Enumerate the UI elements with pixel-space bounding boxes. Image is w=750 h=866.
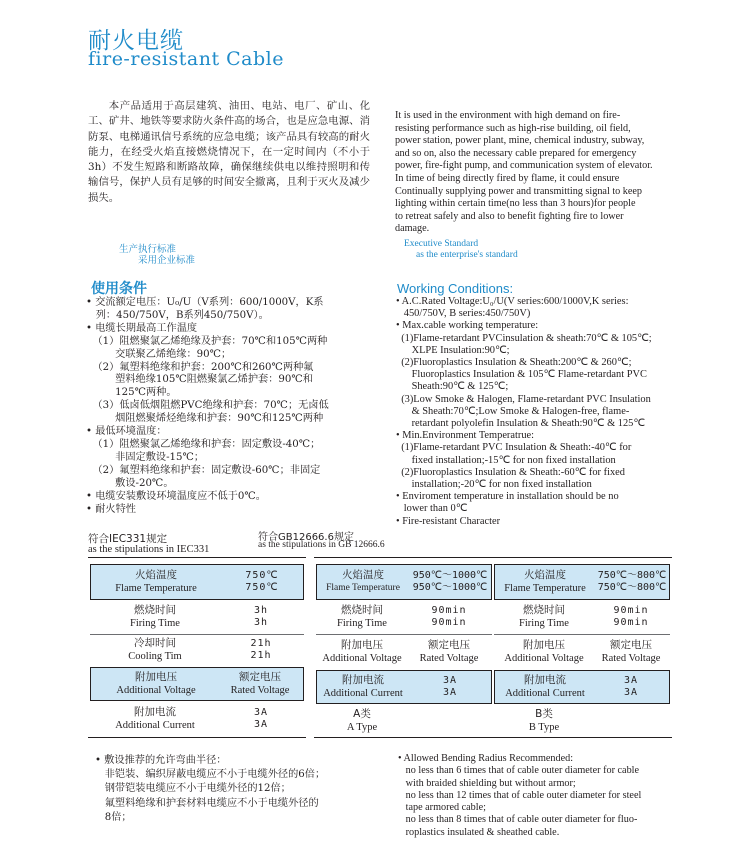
bending-cn-line: 钢带铠装电缆应不小于电缆外径的12倍； — [95, 783, 291, 795]
standard-cn-1: 生产执行标准 — [119, 244, 177, 255]
iec-label-firing: 燃烧时间 Firing Time — [130, 604, 180, 629]
intro-en-line: It is used in the environment with high demand on fire- — [395, 110, 621, 121]
bending-en-line: no less than 8 times that of cable outer diameter for fluo- — [398, 814, 638, 826]
condition-en-line: Fluoroplastics Insulation & 105℃ Flame-retardant PVC — [396, 369, 647, 381]
condition-cn-line: 列：450/750V，B系列450/750V）。 — [86, 309, 269, 321]
bending-en-line: • Allowed Bending Radius Recommended: — [398, 753, 574, 764]
conditions-en — [396, 296, 686, 528]
bending-en-line: no less than 12 times that of cable outer diameter for steel — [398, 789, 642, 801]
bending-cn-line: 氟塑料绝缘和护套材料电缆应不小于电缆外径的 — [95, 797, 319, 809]
iec-value-flame: 750℃ 750℃ — [245, 570, 279, 593]
condition-en-line: • Max.cable working temperature: — [396, 320, 539, 332]
condition-cn-line: （2）氟塑料绝缘和护套：200℃和260℃两种氟 — [86, 361, 314, 373]
bending-cn-line: 8倍； — [95, 811, 132, 823]
gb-b-label-firing: 燃烧时间 Firing Time — [519, 604, 569, 629]
condition-en-line: (3)Low Smoke & Halogen, Flame-retardant PVC Insulation — [396, 393, 651, 405]
condition-cn-line: 非固定敷设-15℃； — [86, 451, 205, 463]
condition-en-line: (1)Flame-retardant PVC Insulation & Sheath:-40℃ for — [396, 442, 632, 454]
bending-en-line: roplastics insulated & sheathed cable. — [398, 826, 560, 838]
iec-label-current: 附加电流 Additional Current — [115, 706, 195, 731]
intro-en-line: damage. — [395, 223, 430, 235]
bending-cn-line: 非铠装、编织屏蔽电缆应不小于电缆外径的6倍； — [95, 769, 326, 781]
iec-top-rule — [88, 557, 306, 558]
standard-en-2: as the enterprise's standard — [416, 250, 518, 260]
gb-b-rule-1 — [494, 634, 670, 635]
intro-en-line: and so on, also the necessary cable prepared for emergency — [395, 147, 637, 159]
gb-a-row-current — [316, 670, 492, 704]
iec-value-cooling: 21h 21h — [250, 638, 272, 661]
iec-label-flame: 火焰温度 Flame Temperature — [115, 569, 197, 594]
gb-b-row-flame — [494, 564, 670, 600]
gb-b-label-current: 附加电流 Additional Current — [505, 674, 585, 699]
intro-cn: 本产品适用于高层建筑、油田、电站、电厂、矿山、化工、矿井、地铁等要求防火条件高的场合，也是应急电源、消防泵、电梯通讯信号系统的应急电缆；该产品具有较高的耐火能力，在经受火焰直接燃烧情况下，在一定时间内（不小于3h）不发生短路和断路故障，确保继续供电以维持照明和传输信号，保护人员有足够的时间安全撤离，且利于灭火及减少损失。 — [88, 100, 370, 204]
bending-en-line: no less than 6 times that of cable outer diameter for cable — [398, 765, 640, 777]
bending-en-line: with braided shielding but without armor; — [398, 777, 576, 789]
condition-cn-line: • 电缆长期最高工作温度 — [86, 322, 198, 334]
condition-en-line: • Enviroment temperature in installation should be no — [396, 491, 619, 503]
condition-en-line: & Sheath:70℃;Low Smoke & Halogen-free, flame- — [396, 405, 630, 417]
gb-a-value-firing: 90min 90min — [431, 605, 467, 628]
condition-en-line: • A.C.Rated Voltage:U₀/U(V series:600/1000V,K series: — [396, 296, 629, 307]
iec-value-voltage: 额定电压 Rated Voltage — [230, 671, 290, 696]
gb-b-value-firing: 90min 90min — [613, 605, 649, 628]
gb-a-type-name: A类 A Type — [346, 708, 378, 733]
gb-a-value-flame: 950℃～1000℃ 950℃～1000℃ — [412, 570, 488, 593]
gb-a-label-current: 附加电流 Additional Current — [323, 674, 403, 699]
gb-a-value-current: 3A 3A — [442, 675, 458, 698]
iec-bottom-rule — [88, 737, 306, 738]
conditions-heading-en: Working Conditions: — [397, 281, 514, 296]
bending-cn — [95, 754, 385, 825]
gb-b-row-current — [494, 670, 670, 704]
intro-en-line: to retreat safely and also to benefit fighting fire to lower — [395, 210, 624, 222]
gb-b-label-flame: 火焰温度 Flame Temperature — [504, 569, 586, 594]
condition-cn-line: （1）阻燃聚氯乙烯绝缘及护套：70℃和105℃两种 — [86, 335, 328, 347]
gb-b-label-voltage: 附加电压 Additional Voltage — [504, 639, 584, 664]
condition-en-line: (2)Fluoroplastics Insulation & Sheath:-60℃ for fixed — [396, 466, 625, 478]
condition-cn-line: 塑料绝缘105℃阻燃聚氯乙烯护套：90℃和 — [86, 374, 313, 386]
condition-en-line: retardant polyolefin Insulation & Sheath:90℃ & 125℃ — [396, 418, 646, 430]
standard-cn-2: 采用企业标准 — [138, 255, 196, 266]
intro-en-line: Continually supplying power and transmitting signal to keep — [395, 185, 643, 197]
gb-a-row-flame — [316, 564, 492, 600]
gb-a-rule-1 — [316, 634, 492, 635]
page-title-en: fire-resistant Cable — [88, 48, 284, 70]
condition-cn-line: • 交流额定电压：U₀/U（V系列：600/1000V，K系 — [86, 297, 324, 308]
intro-en-line: lighting within certain time(no less than 3 hours)for people — [395, 198, 636, 210]
condition-cn-line: （1）阻燃聚氯乙烯绝缘和护套：固定敷设-40℃； — [86, 438, 321, 450]
intro-en-line: resisting performance such as high-rise building, oil field, — [395, 122, 631, 134]
condition-cn-line: 交联聚乙烯绝缘：90℃； — [86, 348, 232, 360]
iec-value-current: 3A 3A — [253, 707, 269, 730]
intro-en — [395, 110, 670, 236]
gb-caption-cn: 符合GB12666.6规定 — [258, 532, 354, 543]
condition-cn-line: • 最低环境温度： — [86, 426, 167, 438]
page-title-cn: 耐火电缆 — [88, 28, 184, 54]
gb-b-value-voltage: 额定电压 Rated Voltage — [601, 639, 661, 664]
conditions-heading-cn: 使用条件 — [91, 281, 147, 297]
condition-en-line: XLPE Insulation:90℃; — [396, 344, 510, 356]
bending-en-line: tape armored cable; — [398, 802, 486, 814]
gb-b-value-current: 3A 3A — [623, 675, 639, 698]
condition-en-line: lower than 0℃ — [396, 503, 468, 515]
gb-caption-en: as the stipulations in GB 12666.6 — [258, 540, 385, 550]
condition-cn-line: • 耐火特性 — [86, 503, 136, 515]
iec-caption-cn: 符合IEC331规定 — [88, 533, 168, 545]
condition-en-line: 450/750V, B series:450/750V) — [396, 308, 531, 320]
condition-en-line: installation;-20℃ for non fixed installation — [396, 479, 592, 491]
iec-label-voltage: 附加电压 Additional Voltage — [116, 671, 196, 696]
gb-bottom-rule — [314, 737, 672, 738]
standard-en-1: Executive Standard — [404, 239, 479, 249]
intro-en-line: power, fire-fight pump, and communication system of elevator. — [395, 160, 653, 172]
gb-b-type-name: B类 B Type — [528, 708, 560, 733]
condition-cn-line: （3）低卤低烟阻燃PVC绝缘和护套：70℃；无卤低 — [86, 400, 329, 412]
iec-row-voltage — [90, 667, 304, 701]
condition-cn-line: 敷设-20℃。 — [86, 477, 174, 489]
intro-en-line: In time of being directly fired by flame, it could ensure — [395, 172, 620, 184]
condition-en-line: • Min.Environment Temperatrue: — [396, 430, 535, 442]
condition-en-line: • Fire-resistant Character — [396, 515, 501, 527]
intro-en-line: power station, power plant, mine, chemical industry, subway, — [395, 135, 645, 147]
gb-a-value-voltage: 额定电压 Rated Voltage — [419, 639, 479, 664]
gb-a-label-voltage: 附加电压 Additional Voltage — [322, 639, 402, 664]
gb-a-label-flame: 火焰温度 Flame Temperature — [326, 569, 400, 593]
condition-en-line: (1)Flame-retardant PVCinsulation & sheath:70℃ & 105℃; — [396, 332, 652, 344]
condition-cn-line: • 电缆安装敷设环境温度应不低于0℃。 — [86, 490, 266, 502]
condition-cn-line: （2）氟塑料绝缘和护套：固定敷设-60℃；非固定 — [86, 464, 321, 476]
gb-top-rule — [314, 557, 672, 558]
condition-en-line: fixed installation;-15℃ for non fixed installation — [396, 454, 616, 466]
conditions-cn — [86, 297, 386, 516]
condition-en-line: (2)Fluoroplastics Insulation & Sheath:200℃ & 260℃; — [396, 357, 632, 369]
bending-cn-line: • 敷设推荐的允许弯曲半径： — [95, 755, 227, 766]
gb-a-label-firing: 燃烧时间 Firing Time — [337, 604, 387, 629]
iec-caption-en: as the stipulations in IEC331 — [88, 544, 210, 555]
condition-cn-line: 烟阻燃聚烯烃绝缘和护套：90℃和125℃两种 — [86, 413, 324, 425]
iec-label-cooling: 冷却时间 Cooling Tim — [128, 637, 182, 662]
condition-cn-line: 125℃两种。 — [86, 387, 177, 399]
condition-en-line: Sheath:90℃ & 125℃; — [396, 381, 509, 393]
iec-value-firing: 3h 3h — [253, 605, 269, 628]
iec-row-flame — [90, 564, 304, 600]
bending-en — [398, 753, 683, 839]
gb-b-value-flame: 750℃～800℃ 750℃～800℃ — [597, 570, 667, 593]
